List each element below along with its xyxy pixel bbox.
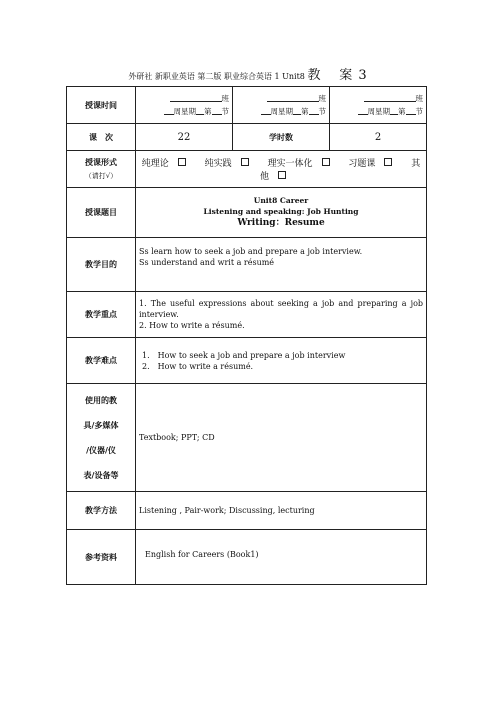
sep-text: 第 (398, 107, 406, 116)
objective-item: Ss learn how to seek a job and prepare a job interview. (139, 247, 363, 256)
format-label-cell (67, 151, 136, 188)
difficulty-item: 1. How to seek a job and prepare a job interview (142, 350, 346, 360)
format-options (136, 151, 427, 188)
checkbox-icon[interactable] (278, 171, 286, 179)
topic-label: 授课题目 (67, 188, 136, 238)
topic-row (67, 188, 427, 238)
header-title-2: 案 3 (339, 68, 368, 83)
references-value: English for Careers (Book1) (136, 530, 427, 585)
topic-writing: Writing：Resume (237, 218, 325, 228)
time-slot-2[interactable] (233, 87, 330, 124)
objectives-cell (136, 238, 427, 292)
objectives-row (67, 238, 427, 292)
session-label: 课 次 (67, 124, 136, 151)
format-option-exercise[interactable] (348, 159, 400, 169)
period-text: 节 (415, 107, 423, 116)
class-text: 班 (221, 94, 229, 103)
media-label-line: 表/设备等 (83, 470, 119, 480)
difficulties-label: 教学难点 (67, 338, 136, 384)
time-label: 授课时间 (67, 87, 136, 124)
topic-cell (136, 188, 427, 238)
session-value: 22 (136, 124, 233, 151)
class-text: 班 (415, 94, 423, 103)
format-option-theory[interactable] (142, 159, 194, 169)
methods-row (67, 492, 427, 530)
time-slot-3[interactable] (330, 87, 427, 124)
document-header (0, 64, 496, 83)
key-point-item: 1. The useful expressions about seeking a job and preparing a job interview. (139, 299, 423, 319)
period-text: 节 (318, 107, 326, 116)
format-option-label: 其他 (259, 159, 421, 182)
media-value: Textbook; PPT; CD (136, 384, 427, 492)
time-slot-1[interactable] (136, 87, 233, 124)
period-text: 节 (221, 107, 229, 116)
difficulties-row (67, 338, 427, 384)
week-text: 周星期 (270, 107, 293, 116)
week-text: 周星期 (173, 107, 196, 116)
checkbox-icon[interactable] (384, 158, 392, 166)
lesson-plan-table (66, 86, 427, 585)
header-prefix: 外研社 新职业英语 第二版 职业综合英语 1 Unit8 (128, 72, 305, 81)
checkbox-icon[interactable] (322, 158, 330, 166)
format-option-label: 纯理论 (141, 159, 169, 169)
format-row (67, 151, 427, 188)
difficulties-cell (136, 338, 427, 384)
topic-unit: Unit8 Career (253, 196, 309, 205)
sep-text: 第 (204, 107, 212, 116)
key-points-label: 教学重点 (67, 292, 136, 338)
format-option-label: 理实一体化 (267, 159, 313, 169)
format-note: （请打√） (84, 172, 118, 180)
objective-item: Ss understand and writ a résumé (139, 258, 275, 267)
key-points-row (67, 292, 427, 338)
week-text: 周星期 (367, 107, 390, 116)
media-label-line: 使用的教 (85, 395, 117, 405)
time-row (67, 87, 427, 124)
format-option-practice[interactable] (205, 159, 257, 169)
class-text: 班 (318, 94, 326, 103)
methods-label: 教学方法 (67, 492, 136, 530)
format-option-label: 纯实践 (204, 159, 232, 169)
methods-value: Listening , Pair-work; Discussing, lecturing (136, 492, 427, 530)
hours-value: 2 (330, 124, 427, 151)
session-row (67, 124, 427, 151)
references-label: 参考资料 (67, 530, 136, 585)
objectives-label: 教学目的 (67, 238, 136, 292)
checkbox-icon[interactable] (178, 158, 186, 166)
header-title-1: 教 (307, 68, 322, 83)
format-label: 授课形式 (85, 158, 117, 167)
media-label-line: /仪器/仪 (86, 445, 116, 455)
difficulty-item: 2. How to write a résumé. (142, 361, 254, 371)
key-point-item: 2. How to write a résumé. (139, 321, 245, 330)
hours-label: 学时数 (233, 124, 330, 151)
media-label-cell (67, 384, 136, 492)
references-row (67, 530, 427, 585)
media-row (67, 384, 427, 492)
key-points-cell (136, 292, 427, 338)
topic-listening: Listening and speaking: Job Hunting (203, 207, 359, 216)
media-label-line: 具/多媒体 (83, 420, 119, 430)
checkbox-icon[interactable] (241, 158, 249, 166)
sep-text: 第 (301, 107, 309, 116)
format-option-label: 习题课 (348, 159, 376, 169)
format-option-integrated[interactable] (267, 159, 337, 169)
